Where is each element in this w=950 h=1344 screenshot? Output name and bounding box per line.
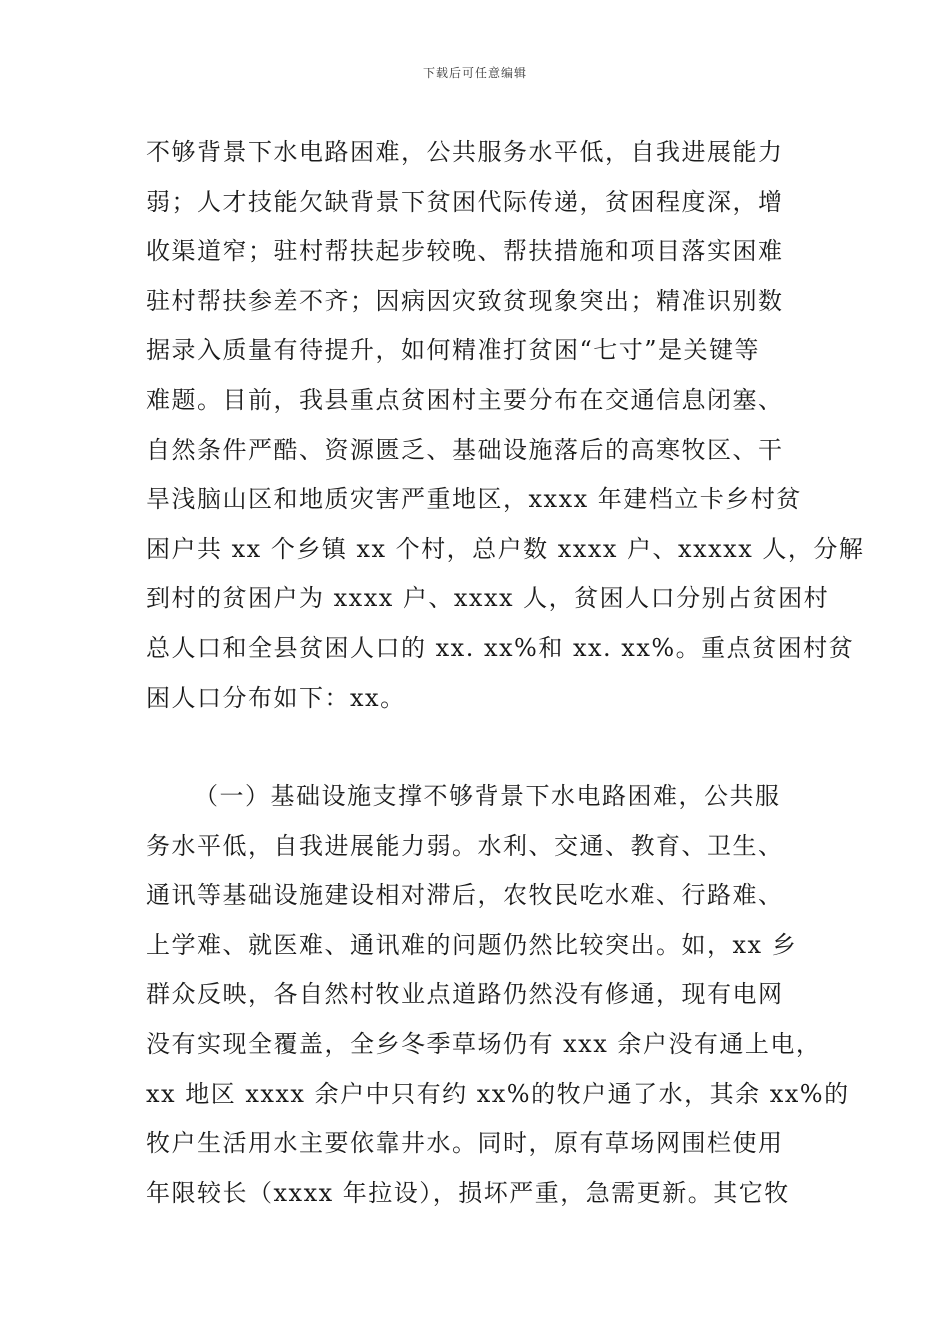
paragraph-2 [146,772,850,1218]
text-line: 牧户生活用水主要依靠井水。同时，原有草场网围栏使用 [146,1129,784,1158]
text-line: 通讯等基础设施建设相对滞后，农牧民吃水难、行路难、 [146,881,784,910]
text-line: 据录入质量有待提升，如何精准打贫困“七寸”是关键等 [146,336,761,365]
text-line: 旱浅脑山区和地质灾害严重地区，xxxx 年建档立卡乡村贫 [146,485,802,514]
text-line: 没有实现全覆盖，全乡冬季草场仍有 xxx 余户没有通上电， [146,1029,822,1058]
text-line: 收渠道窄；驻村帮扶起步较晚、帮扶措施和项目落实困难 [146,237,784,266]
text-line: 到村的贫困户为 xxxx 户、xxxx 人，贫困人口分别占贫困村 [146,584,830,613]
text-line: 上学难、就医难、通讯难的问题仍然比较突出。如，xx 乡 [146,930,798,959]
text-line: 难题。目前，我县重点贫困村主要分布在交通信息闭塞、 [146,385,784,414]
text-line: 群众反映，各自然村牧业点道路仍然没有修通，现有电网 [146,980,784,1009]
page-header: 下载后可任意编辑 [422,66,527,80]
text-line: 困人口分布如下：xx。 [146,683,406,712]
text-line: 驻村帮扶参差不齐；因病因灾致贫现象突出；精准识别数 [146,286,784,315]
text-line: （一）基础设施支撑不够背景下水电路困难，公共服 [194,782,781,810]
text-line: 年限较长（xxxx 年拉设），损坏严重，急需更新。其它牧 [146,1178,790,1207]
text-line: 不够背景下水电路困难，公共服务水平低，自我进展能力 [146,138,784,166]
text-line: 自然条件严酷、资源匮乏、基础设施落后的高寒牧区、干 [146,435,784,464]
text-line: 务水平低，自我进展能力弱。水利、交通、教育、卫生、 [146,831,784,860]
text-line: xx 地区 xxxx 余户中只有约 xx%的牧户通了水，其余 xx%的 [146,1079,850,1108]
text-line: 弱；人才技能欠缺背景下贫困代际传递，贫困程度深，增 [146,187,784,216]
text-line: 总人口和全县贫困人口的 xx. xx%和 xx. xx%。重点贫困村贫 [146,633,855,662]
paragraph-1 [146,128,865,723]
text-line: 困户共 xx 个乡镇 xx 个村，总户数 xxxx 户、xxxxx 人，分解 [146,534,865,563]
